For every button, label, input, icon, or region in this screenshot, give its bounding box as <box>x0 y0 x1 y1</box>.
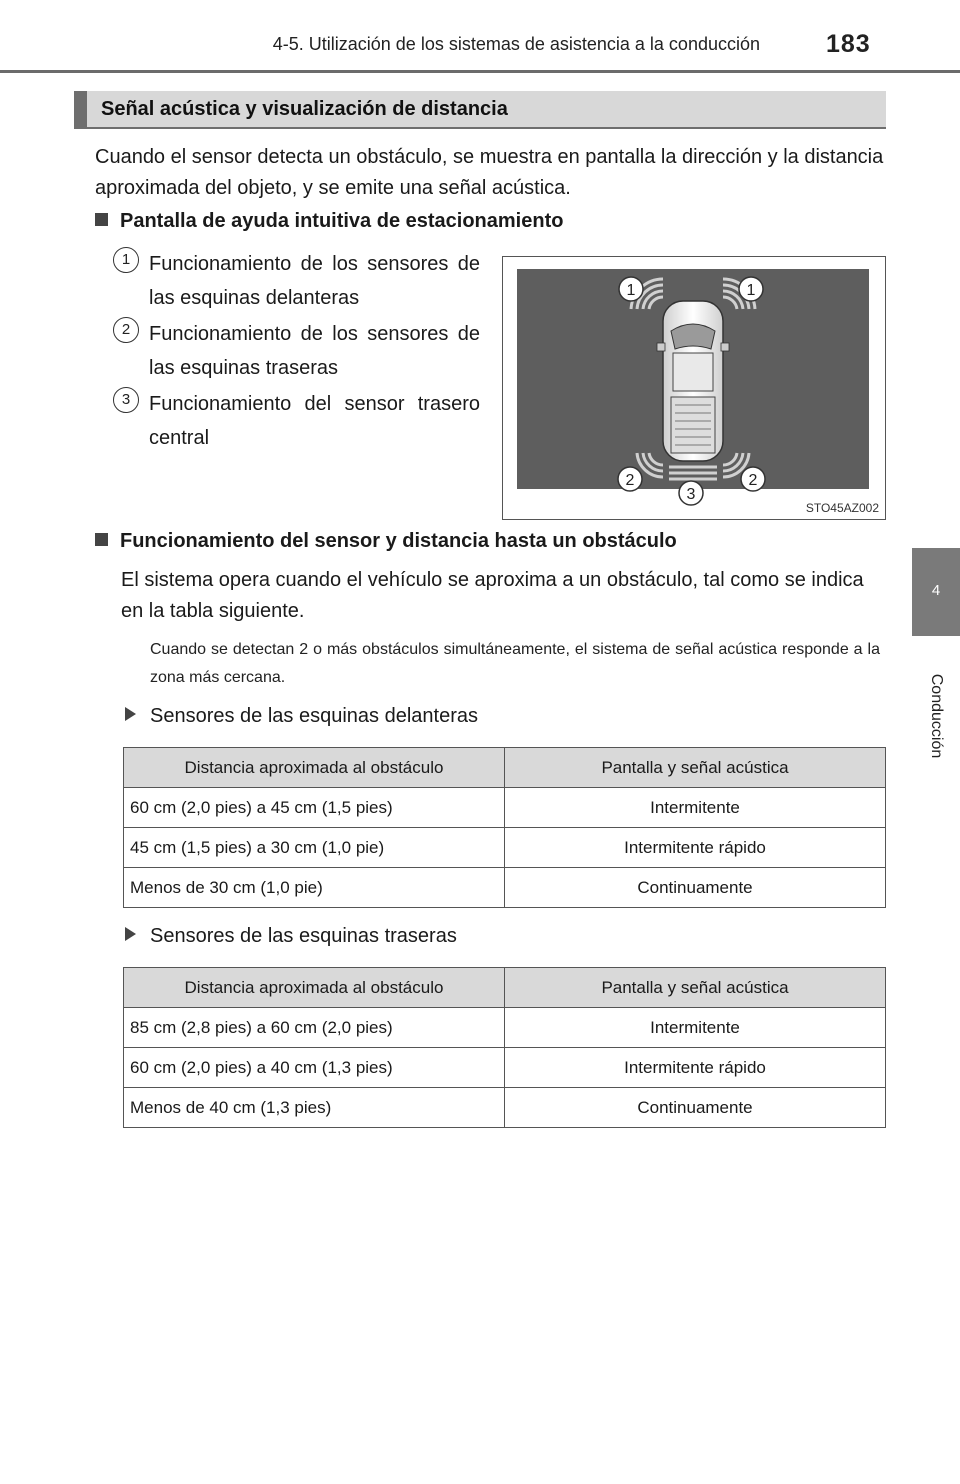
running-header: 4-5. Utilización de los sistemas de asistencia a la conducción <box>272 34 760 54</box>
page-number: 183 <box>826 30 871 58</box>
parking-aid-heading <box>95 210 563 233</box>
figure-code: STO45AZ002 <box>805 501 879 515</box>
table-row <box>124 1048 886 1088</box>
chapter-tab: 4 <box>912 548 960 636</box>
callout-label: 2 <box>625 472 635 489</box>
section-title-bar <box>74 91 886 129</box>
number-circle-icon: 1 <box>113 247 139 273</box>
callout-rear-right <box>741 467 765 491</box>
table-row <box>124 828 886 868</box>
table-cell: 45 cm (1,5 pies) a 30 cm (1,0 pie) <box>124 828 505 868</box>
callout-front-right <box>739 277 763 301</box>
list-item-text: Funcionamiento de los sensores de las esquinas delanteras <box>149 253 480 309</box>
table-cell: Intermitente <box>505 788 886 828</box>
list-item-text: Funcionamiento de los sensores de las esquinas traseras <box>149 323 480 379</box>
parking-display-illustration <box>503 257 887 521</box>
number-circle-icon: 3 <box>113 387 139 413</box>
table-header-cell: Pantalla y señal acústica <box>505 968 886 1008</box>
intro-paragraph: Cuando el sensor detecta un obstáculo, se muestra en pantalla la dirección y la distancia aproximada del objeto, y se emite una señal acústica. <box>95 146 884 199</box>
table-header-cell: Distancia aproximada al obstáculo <box>124 968 505 1008</box>
number-circle-icon: 2 <box>113 317 139 343</box>
callout-label: 1 <box>626 282 636 299</box>
triangle-bullet-icon <box>125 707 136 721</box>
table-row <box>124 788 886 828</box>
vehicle-top-view-icon <box>657 301 729 461</box>
front-table-heading <box>125 705 478 728</box>
chapter-label <box>912 636 960 796</box>
table-cell: Continuamente <box>505 868 886 908</box>
table-row <box>124 868 886 908</box>
front-table-heading-text: Sensores de las esquinas delanteras <box>150 705 478 727</box>
chapter-label-text: Conducción <box>928 673 945 759</box>
callout-label: 2 <box>748 472 758 489</box>
rear-sensor-table <box>123 967 886 1128</box>
square-bullet-icon <box>95 213 108 226</box>
operation-paragraph: El sistema opera cuando el vehículo se aproxima a un obstáculo, tal como se indica en la tabla siguiente. <box>121 569 864 622</box>
table-cell: Intermitente rápido <box>505 1048 886 1088</box>
operation-heading <box>95 530 677 553</box>
header-rule <box>0 70 960 73</box>
table-cell: Intermitente rápido <box>505 828 886 868</box>
table-cell: Intermitente <box>505 1008 886 1048</box>
table-header-cell: Distancia aproximada al obstáculo <box>124 748 505 788</box>
rear-table-heading-text: Sensores de las esquinas traseras <box>150 925 457 947</box>
front-sensor-table <box>123 747 886 908</box>
list-item-text: Funcionamiento del sensor trasero central <box>149 393 480 449</box>
table-header-row <box>124 968 886 1008</box>
table-cell: 85 cm (2,8 pies) a 60 cm (2,0 pies) <box>124 1008 505 1048</box>
callout-label: 1 <box>746 282 756 299</box>
rear-table-heading <box>125 925 457 948</box>
callout-rear-left <box>618 467 642 491</box>
parking-aid-heading-text: Pantalla de ayuda intuitiva de estacionamiento <box>120 210 564 232</box>
triangle-bullet-icon <box>125 927 136 941</box>
table-row <box>124 1008 886 1048</box>
callout-rear-center <box>679 481 703 505</box>
table-cell: 60 cm (2,0 pies) a 45 cm (1,5 pies) <box>124 788 505 828</box>
table-cell: Menos de 40 cm (1,3 pies) <box>124 1088 505 1128</box>
operation-note: Cuando se detectan 2 o más obstáculos simultáneamente, el sistema de señal acústica responde a la zona más cercana. <box>150 641 880 686</box>
parking-display-figure <box>502 256 886 520</box>
table-cell: 60 cm (2,0 pies) a 40 cm (1,3 pies) <box>124 1048 505 1088</box>
section-title: Señal acústica y visualización de distancia <box>101 98 508 120</box>
operation-heading-text: Funcionamiento del sensor y distancia hasta un obstáculo <box>120 530 677 552</box>
table-header-cell: Pantalla y señal acústica <box>505 748 886 788</box>
table-header-row <box>124 748 886 788</box>
square-bullet-icon <box>95 533 108 546</box>
table-cell: Continuamente <box>505 1088 886 1128</box>
table-row <box>124 1088 886 1128</box>
callout-label: 3 <box>686 486 696 503</box>
table-cell: Menos de 30 cm (1,0 pie) <box>124 868 505 908</box>
callout-front-left <box>619 277 643 301</box>
